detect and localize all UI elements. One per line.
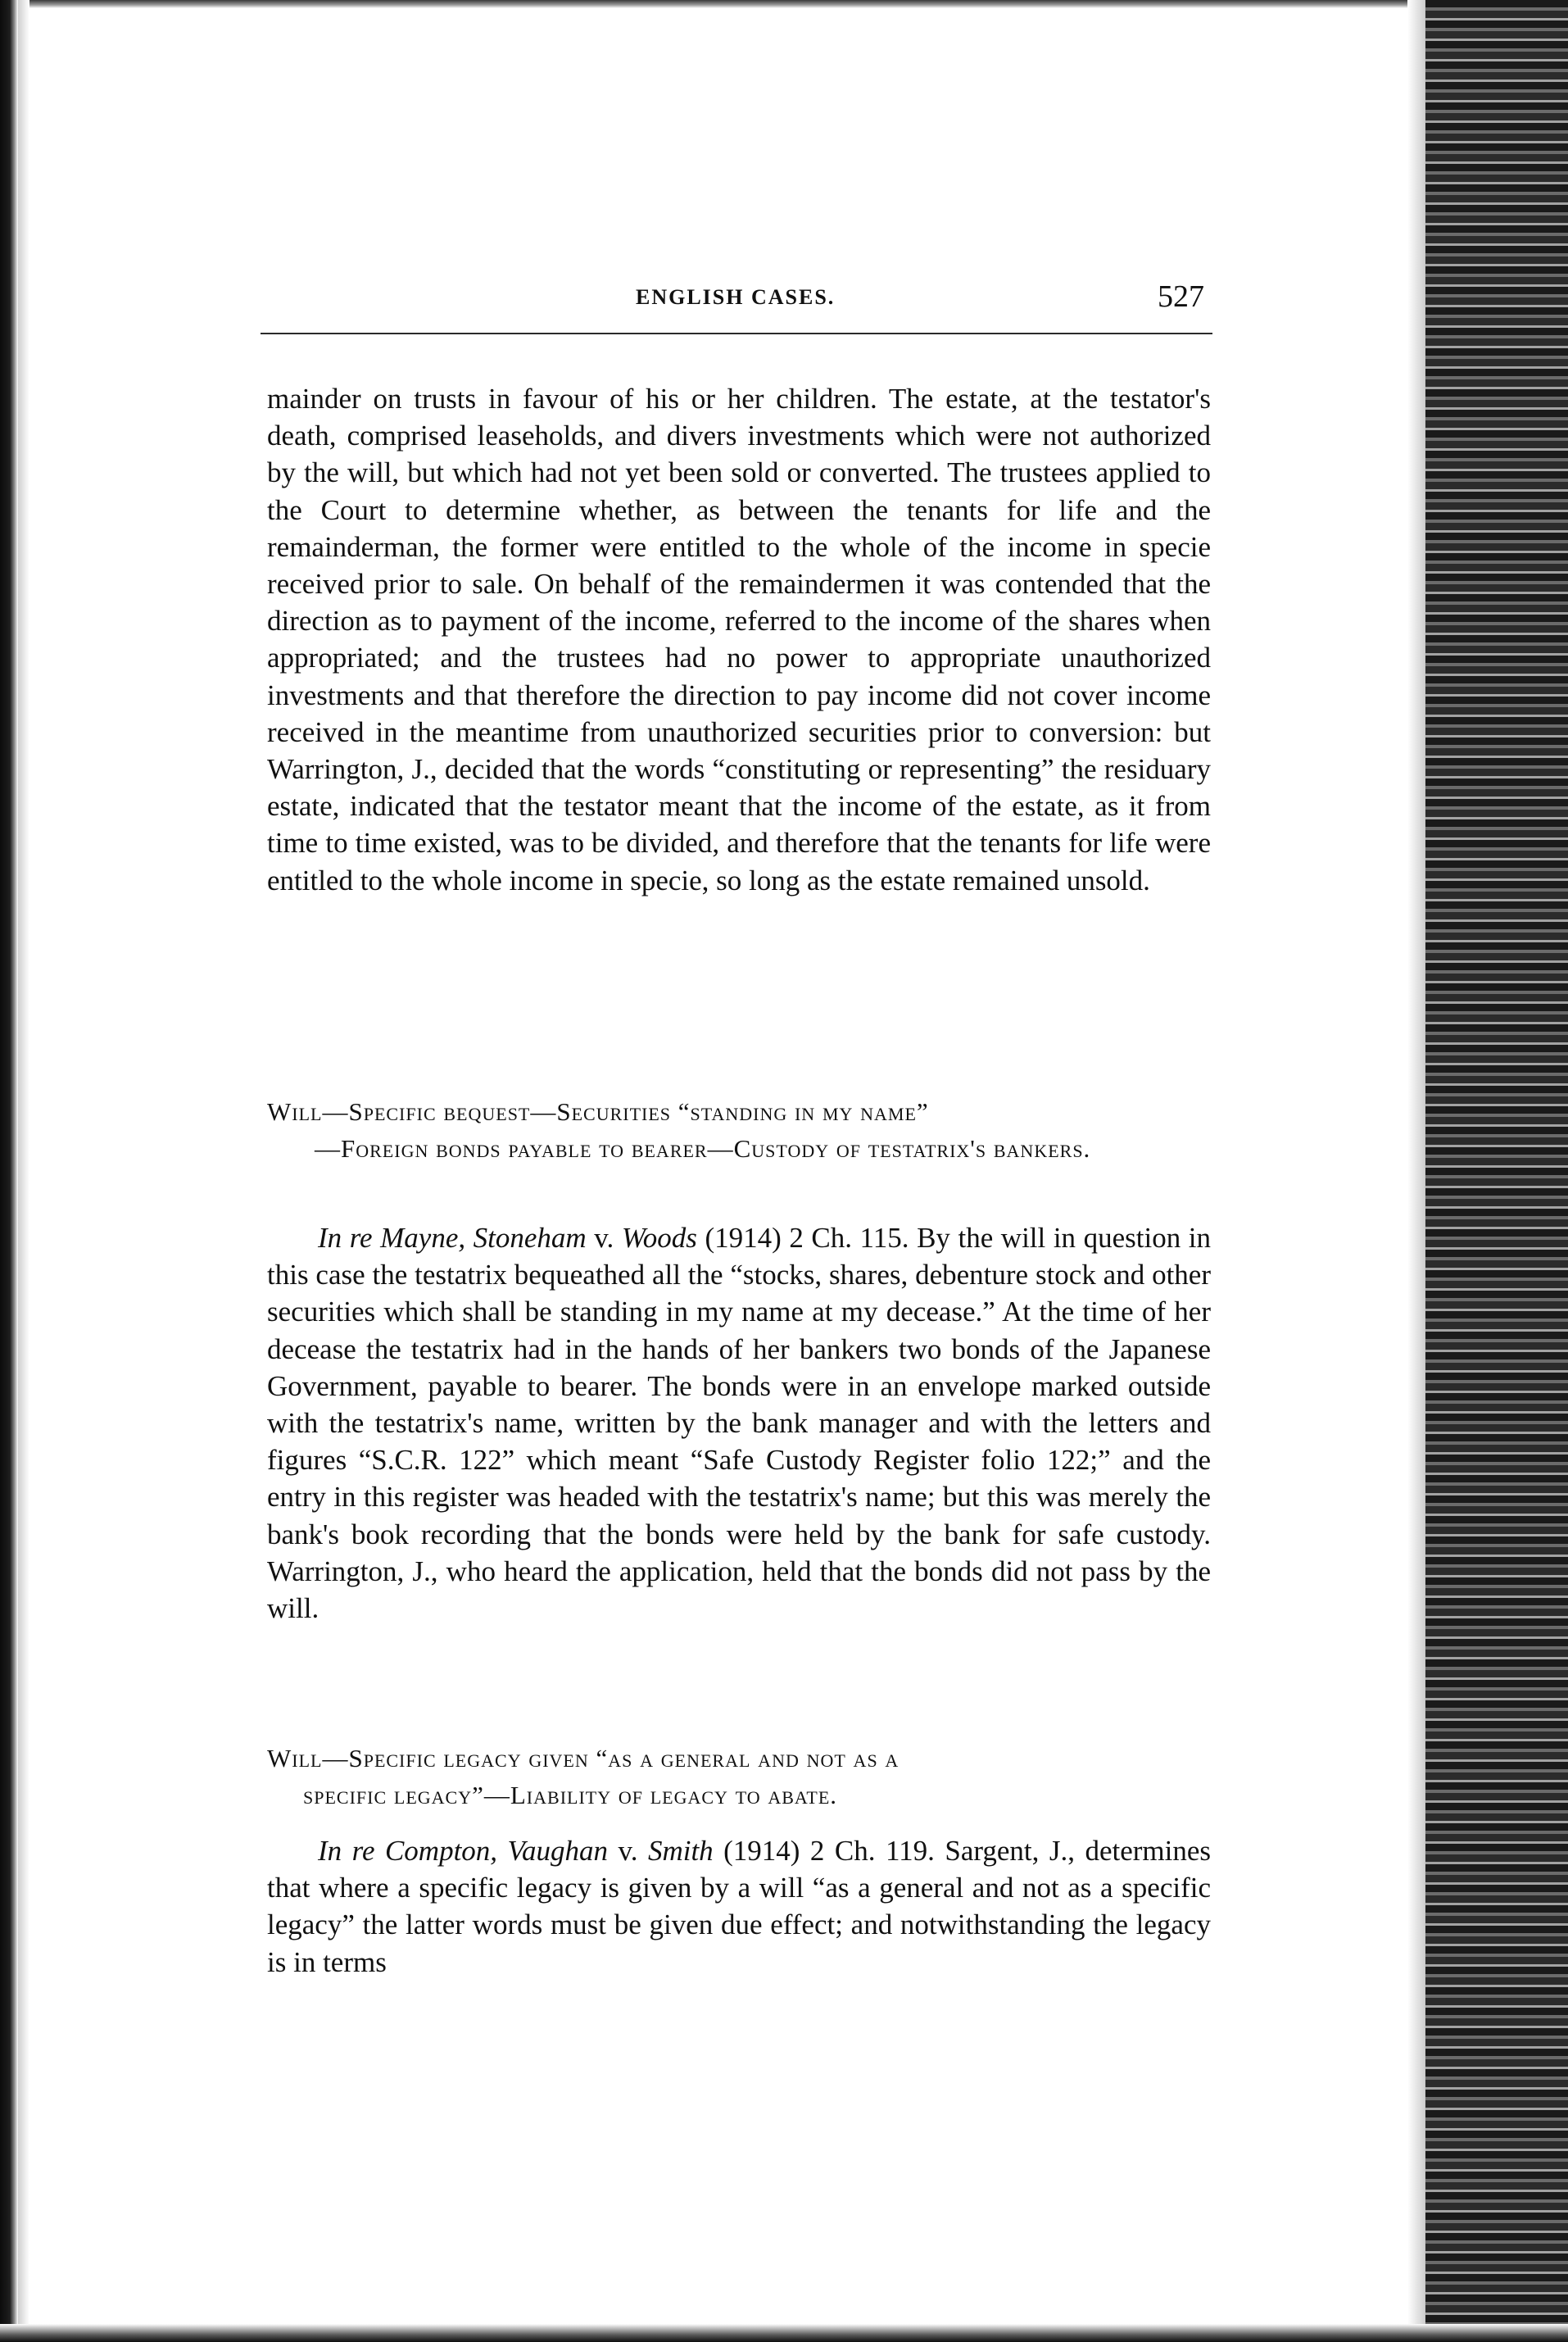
case-paragraph-mayne [267, 1219, 1211, 1627]
case-name-smith: Smith [647, 1835, 714, 1867]
scan-left-edge [0, 0, 18, 2342]
scan-top-edge [0, 0, 1568, 8]
heading-line-2: specific legacy”—Liability of legacy to abate. [303, 1781, 838, 1809]
header-rule [261, 333, 1212, 334]
heading-line-2: —Foreign bonds payable to bearer—Custody of testatrix's bankers. [315, 1134, 1091, 1163]
heading-line-1: Will—Specific bequest—Securities “standing in my name” [267, 1097, 929, 1126]
scan-right-edge [1425, 0, 1568, 2342]
running-title: ENGLISH CASES. [636, 285, 836, 309]
paragraph-continuation: mainder on trusts in favour of his or her children. The estate, at the testator's death, comprised leaseholds, and divers investments which were not authorized by the will, but which had not yet been sold or converted. The trustees applied to the Court to determine whether, as between the tenants for life and the remainderman, the former were entitled to the whole of the income in specie received prior to sale. On behalf of the remaindermen it was contended that the direction as to payment of the income, referred to the income of the shares when appropriated; and the trustees had no power to appropriate unauthorized investments and that therefore the direction to pay income did not cover income received in the meantime from unauthorized securities prior to conversion: but Warrington, J., decided that the words “constituting or representing” the residuary estate, indicated that the testator meant that the income of the estate, as it from time to time existed, was to be divided, and therefore that the tenants for life were entitled to the whole income in specie, so long as the estate remained unsold. [267, 383, 1211, 896]
case-name-woods: Woods [621, 1222, 697, 1254]
heading-line-1: Will—Specific legacy given “as a general and not as a [267, 1744, 900, 1772]
case-text-compton: (1914) 2 Ch. 119. Sargent, J., determines that where a specific legacy is given by a will “as a general and not as a specific legacy” the latter words must be given due effect; and notwithstanding the legacy is in terms [267, 1835, 1212, 1978]
versus-text: v. [608, 1835, 648, 1867]
case-text-mayne: (1914) 2 Ch. 115. By the will in question in this case the testatrix bequeathed all the “stocks, shares, debenture stock and other securities which shall be standing in my name at my decease.” At the time of her decease the testatrix had in the hands of her bankers two bonds of the Japanese Government, payable to bearer. The bonds were in an envelope marked outside with the testatrix's name, written by the bank manager and with the letters and figures “S.C.R. 122” which meant “Safe Custody Register folio 122;” and the entry in this register was headed with the testatrix's name; but this was merely the bank's book recording that the bonds were held by the bank for safe custody. Warrington, J., who heard the application, held that the bonds did not pass by the will. [267, 1222, 1211, 1625]
page-number: 527 [1158, 279, 1204, 314]
section-heading-will-specific-bequest [267, 1093, 1209, 1167]
case-name-mayne: In re Mayne, Stoneham [318, 1222, 587, 1254]
scan-bottom-edge [0, 2324, 1568, 2342]
versus-text: v. [586, 1222, 622, 1254]
section-heading-will-specific-legacy [267, 1740, 1209, 1813]
case-name-compton: In re Compton, Vaughan [318, 1835, 609, 1867]
scan-left-gutter [18, 0, 29, 2342]
case-paragraph-compton [267, 1832, 1211, 1981]
running-head [267, 279, 1209, 325]
